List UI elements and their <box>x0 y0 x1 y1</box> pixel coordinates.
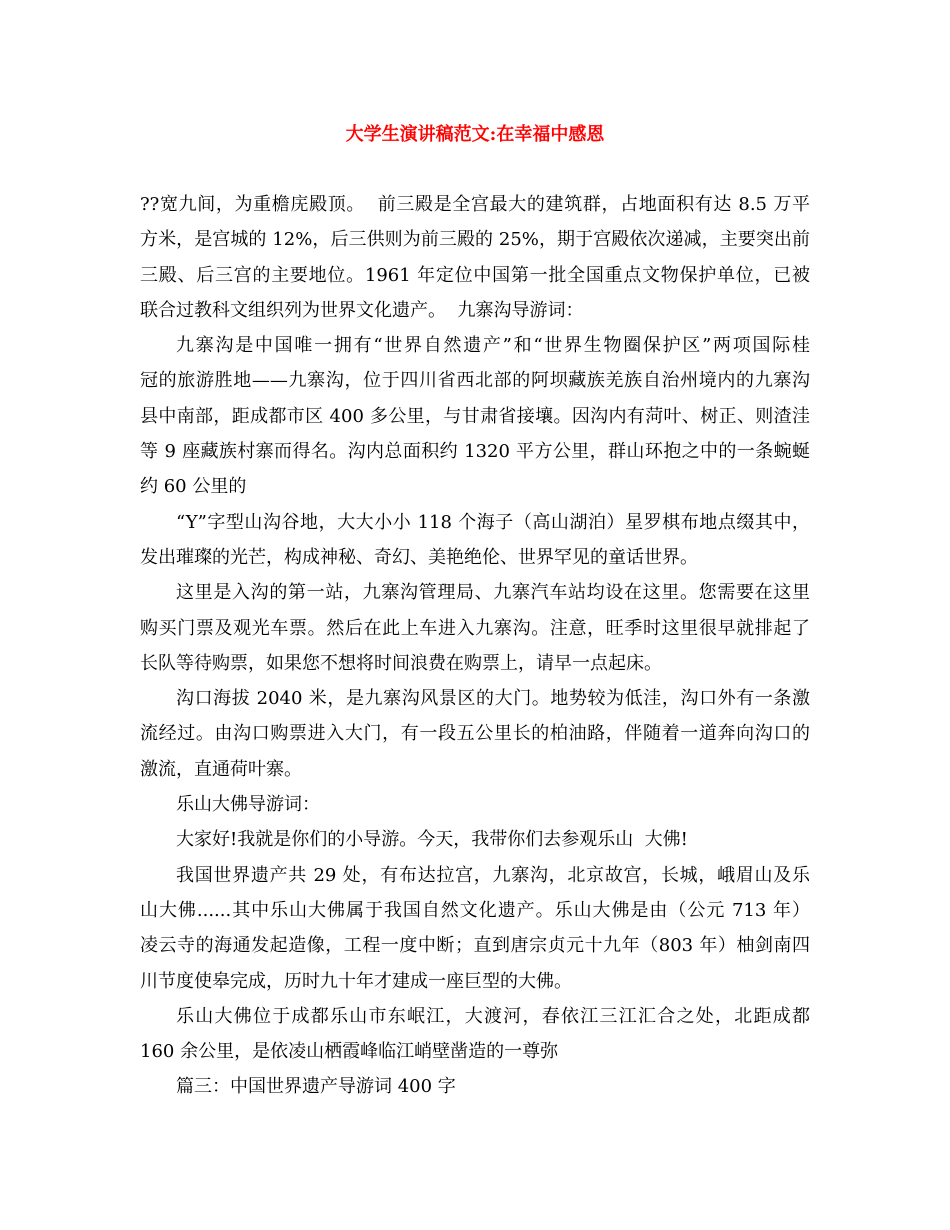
text-line: 联合过教科文组织列为世界文化遗产。 九寨沟导游词： <box>140 299 584 321</box>
text-line: 购买门票及观光车票。然后在此上车进入九寨沟。注意，旺季时这里很早就排起了 <box>140 617 810 639</box>
paragraph <box>140 328 810 504</box>
text-line: 篇三：中国世界遗产导游词 400 字 <box>176 1076 456 1098</box>
paragraph <box>140 575 810 681</box>
text-line: 山大佛......其中乐山大佛属于我国自然文化遗产。乐山大佛是由（公元 713 年） <box>140 899 810 921</box>
text-line: 方米，是宫城的 12%，后三供则为前三殿的 25%，期于宫殿依次递减，主要突出前 <box>140 229 810 251</box>
text-line: 九寨沟是中国唯一拥有“世界自然遗产”和“世界生物圈保护区”两项国际桂 <box>176 335 810 357</box>
document-body <box>140 187 810 1105</box>
text-line: 流经过。由沟口购票进入大门，有一段五公里长的柏油路，伴随着一道奔向沟口的 <box>140 723 810 745</box>
text-line: 约 60 公里的 <box>140 476 247 498</box>
text-line: 县中南部，距成都市区 400 多公里，与甘肃省接壤。因沟内有菏叶、树正、则渣洼 <box>140 405 810 427</box>
text-line: 发出璀璨的光芒，构成神秘、奇幻、美艳绝伦、世界罕见的童话世界。 <box>140 546 698 568</box>
text-line: 三殿、后三宫的主要地位。1961 年定位中国第一批全国重点文物保护单位，已被 <box>140 264 810 286</box>
text-line: 冠的旅游胜地——九寨沟，位于四川省西北部的阿坝藏族羌族自治州境内的九寨沟 <box>140 370 810 392</box>
paragraph <box>140 858 810 999</box>
paragraph <box>140 822 810 857</box>
text-line: 这里是入沟的第一站，九寨沟管理局、九寨汽车站均设在这里。您需要在这里 <box>176 582 810 604</box>
paragraph <box>140 187 810 328</box>
text-line: 等 9 座藏族村寨而得名。沟内总面积约 1320 平方公里，群山环抱之中的一条蜿蜒 <box>140 441 810 463</box>
text-line: ??宽九间，为重檐庑殿顶。 前三殿是全宫最大的建筑群，占地面积有达 8.5 万平 <box>140 194 810 215</box>
text-line: 乐山大佛位于成都乐山市东岷江，大渡河，春依江三江汇合之处，北距成都 <box>176 1005 810 1027</box>
text-line: 长队等待购票，如果您不想将时间浪费在购票上，请早一点起床。 <box>140 652 662 674</box>
text-line: “Y”字型山沟谷地，大大小小 118 个海子（高山湖泊）星罗棋布地点缀其中， <box>176 511 810 533</box>
document-title: 大学生演讲稿范文:在幸福中感恩 <box>345 124 605 145</box>
text-line: 我国世界遗产共 29 处，有布达拉宫，九寨沟，北京故宫，长城，峨眉山及乐 <box>176 864 810 886</box>
paragraph <box>140 681 810 787</box>
paragraph <box>140 505 810 576</box>
text-line: 乐山大佛导游词： <box>176 794 320 816</box>
text-line: 川节度使皋完成，历时九十年才建成一座巨型的大佛。 <box>140 970 572 992</box>
text-line: 160 余公里，是依凌山栖霞峰临江峭壁凿造的一尊弥 <box>140 1041 559 1063</box>
text-line: 沟口海拔 2040 米，是九寨沟风景区的大门。地势较为低洼，沟口外有一条激 <box>176 688 810 710</box>
section-heading <box>140 1069 810 1104</box>
paragraph <box>140 999 810 1070</box>
text-line: 激流，直通荷叶寨。 <box>140 758 302 780</box>
text-line: 大家好!我就是你们的小导游。今天，我带你们去参观乐山 大佛! <box>176 829 688 851</box>
text-line: 凌云寺的海通发起造像，工程一度中断；直到唐宗贞元十九年（803 年）柚剑南四 <box>140 935 810 957</box>
section-heading <box>140 787 810 822</box>
